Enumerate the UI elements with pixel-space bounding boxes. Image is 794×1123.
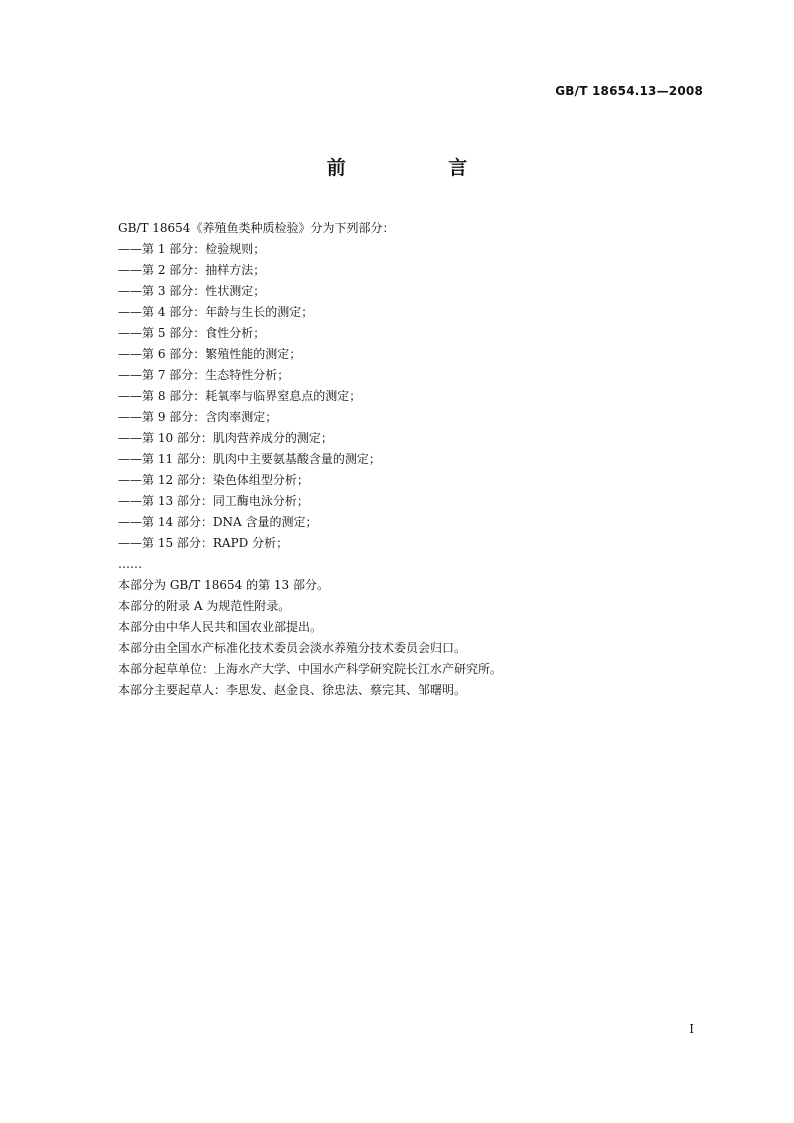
list-item: ——第 8 部分：耗氧率与临界窒息点的测定； — [118, 389, 362, 403]
list-item: ——第 10 部分：肌肉营养成分的测定； — [118, 431, 333, 445]
list-item: ——第 14 部分：DNA 含量的测定； — [118, 515, 318, 529]
list-item: ——第 11 部分：肌肉中主要氨基酸含量的测定； — [118, 452, 381, 466]
statement-line: 本部分由中华人民共和国农业部提出。 — [118, 620, 323, 634]
list-item: ——第 1 部分：检验规则； — [118, 242, 266, 256]
list-item: ——第 4 部分：年龄与生长的测定； — [118, 305, 314, 319]
list-item: ——第 7 部分：生态特性分析； — [118, 368, 290, 382]
statement-line: 本部分主要起草人：李思发、赵金良、徐忠法、蔡完其、邹曙明。 — [118, 683, 467, 697]
list-item: ——第 2 部分：抽样方法； — [118, 263, 266, 277]
foreword-body — [118, 218, 698, 701]
list-item: ——第 6 部分：繁殖性能的测定； — [118, 347, 302, 361]
list-item: ——第 12 部分：染色体组型分析； — [118, 473, 309, 487]
intro-line: GB/T 18654《养殖鱼类种质检验》分为下列部分： — [118, 221, 395, 235]
statement-line: 本部分起草单位：上海水产大学、中国水产科学研究院长江水产研究所。 — [118, 662, 503, 676]
statement-line: 本部分为 GB/T 18654 的第 13 部分。 — [118, 578, 329, 592]
standard-code: GB/T 18654.13—2008 — [555, 84, 703, 98]
statement-line: 本部分由全国水产标准化技术委员会淡水养殖分技术委员会归口。 — [118, 641, 467, 655]
list-item: ——第 3 部分：性状测定； — [118, 284, 266, 298]
list-item: ——第 13 部分：同工酶电泳分析； — [118, 494, 309, 508]
ellipsis: …… — [118, 557, 142, 571]
page-number: I — [689, 1022, 694, 1036]
statements — [118, 575, 698, 701]
page-title: 前 言 — [326, 157, 516, 179]
parts-list — [118, 239, 698, 554]
list-item: ——第 9 部分：含肉率测定； — [118, 410, 278, 424]
statement-line: 本部分的附录 A 为规范性附录。 — [118, 599, 291, 613]
list-item: ——第 15 部分：RAPD 分析； — [118, 536, 289, 550]
list-item: ——第 5 部分：食性分析； — [118, 326, 266, 340]
